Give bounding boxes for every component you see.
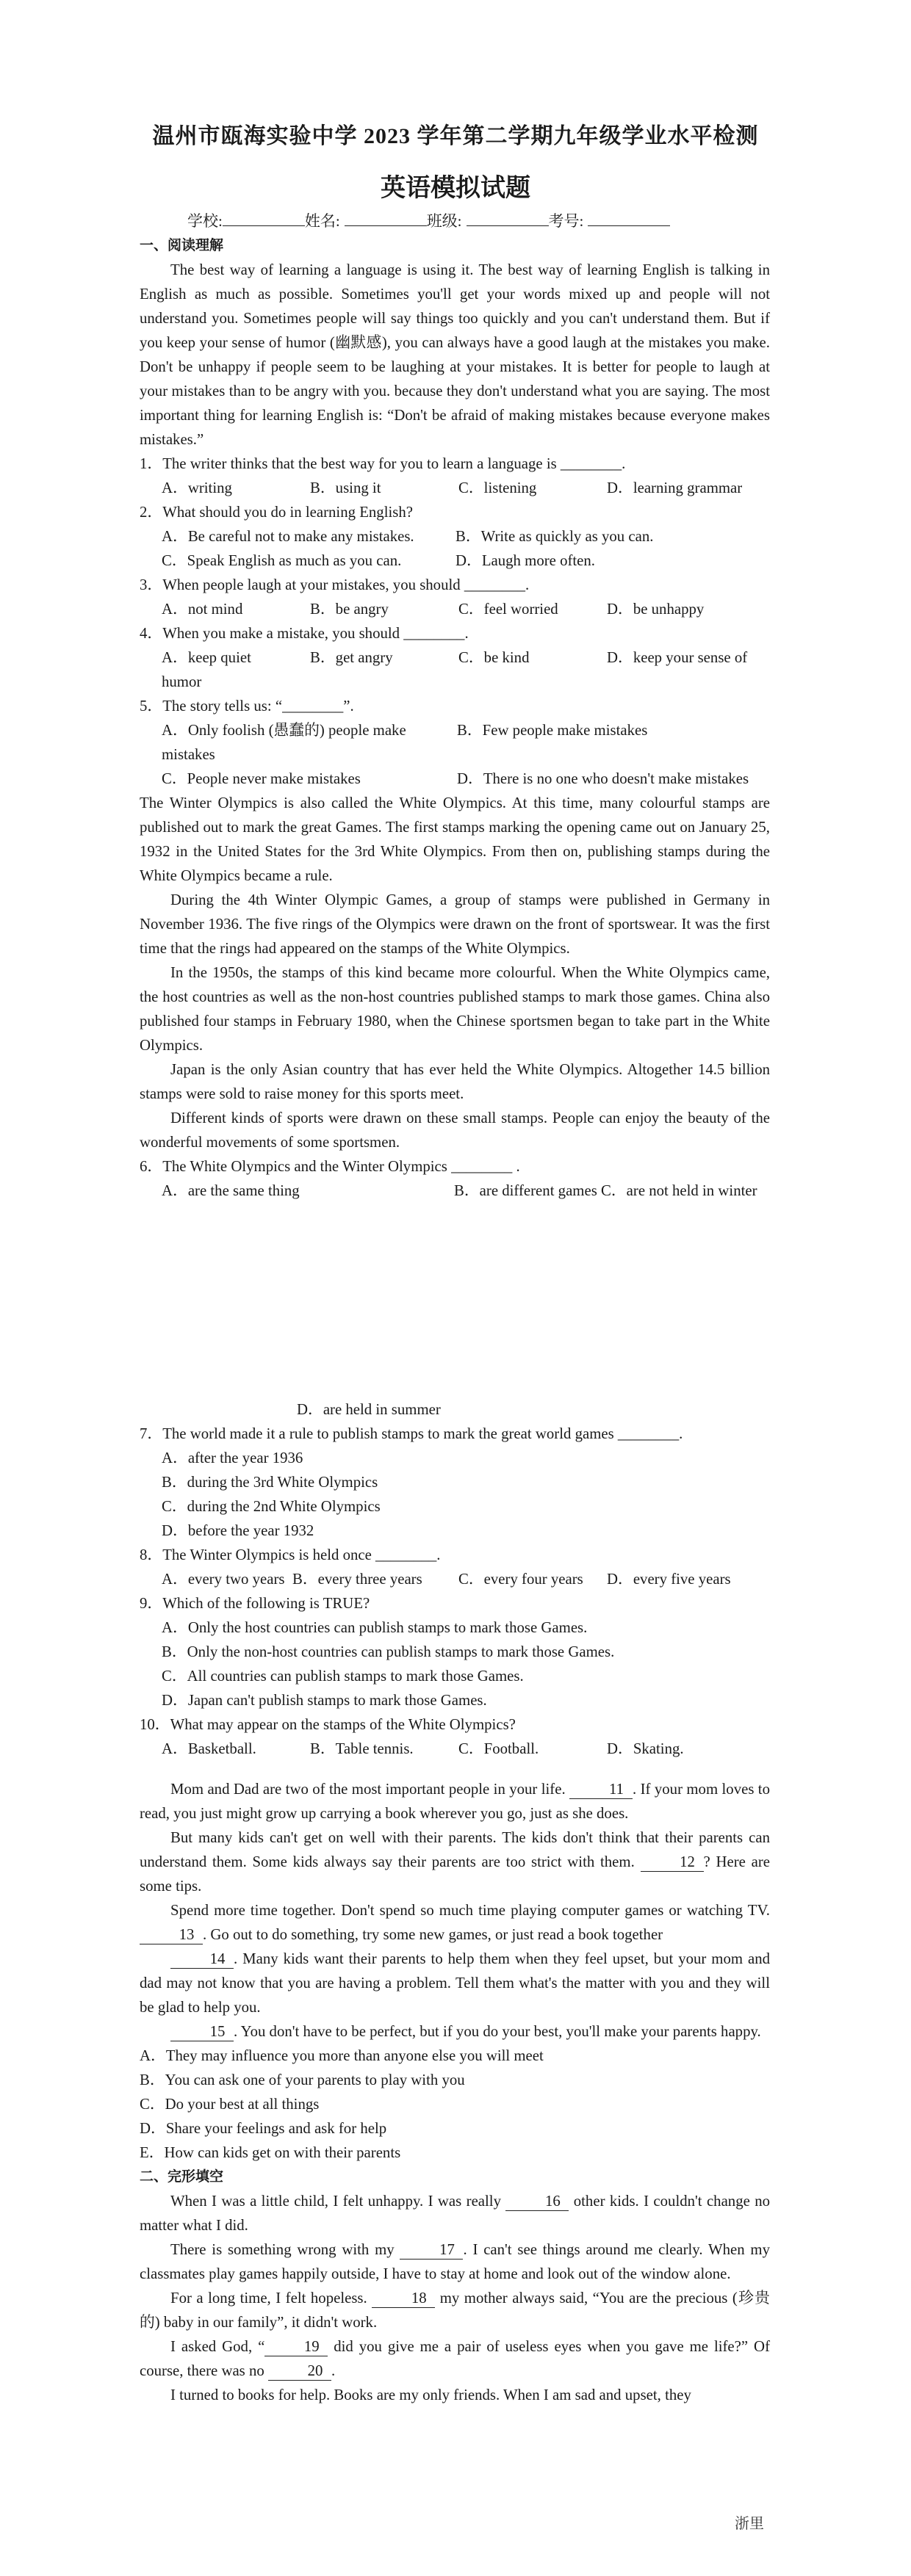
- option[interactable]: A．keep quiet: [162, 649, 251, 666]
- question-6-option-d: [140, 1397, 770, 1422]
- gap-13[interactable]: 13: [140, 1926, 203, 1944]
- option[interactable]: D．are held in summer: [297, 1401, 441, 1418]
- option[interactable]: A．Basketball.: [162, 1740, 256, 1757]
- option[interactable]: D．Skating.: [607, 1740, 684, 1757]
- option[interactable]: D．every five years: [607, 1571, 731, 1588]
- option[interactable]: A．every two years: [162, 1571, 285, 1588]
- question-5-options-row-2: [140, 767, 770, 791]
- option[interactable]: C．Speak English as much as you can.: [162, 552, 402, 569]
- section-heading-reading: 一、阅读理解: [140, 237, 224, 253]
- name-blank[interactable]: [345, 212, 427, 226]
- passage-b-paragraph: Japan is the only Asian country that has ever held the White Olympics. Altogether 14.5 billion stamps were sold to raise money for this sports meet.: [140, 1061, 770, 1102]
- option[interactable]: D．Laugh more often.: [455, 552, 596, 569]
- question-6-options-row-1: [140, 1179, 770, 1203]
- passage-b-paragraph: In the 1950s, the stamps of this kind became more colourful. When the White Olympics came, the host countries as well as the non-host countries published stamps to mark those games. China also published four stamps in February 1980, when the Chinese sportsmen began to take part in the White Olympics.: [140, 964, 770, 1054]
- option[interactable]: C．People never make mistakes: [162, 770, 361, 787]
- passage-a-paragraph: The best way of learning a language is using it. The best way of learning English is talking in English as much as possible. Sometimes you'll get your words mixed up and people will not understand you. Sometimes people will say things too quickly and you can't understand them. But if you keep your sense of humor (幽默感), you can always have a good laugh at the mistakes you make. Don't be unhappy if people seem to be laughing at your mistakes. It is better for people to laugh at your mistakes than to be angry with you. because they don't understand what you are saying. The most important thing for learning English is: “Don't be afraid of making mistakes because everyone makes mistakes.”: [140, 261, 770, 448]
- question-9-stem: 9．Which of the following is TRUE?: [140, 1595, 370, 1612]
- option[interactable]: C．feel worried: [458, 601, 558, 618]
- option[interactable]: B．during the 3rd White Olympics: [162, 1474, 378, 1491]
- option[interactable]: D．before the year 1932: [162, 1522, 314, 1539]
- passage-d-paragraph: There is something wrong with my 17 . I can't see things around me clearly. When my classmates play games happily outside, I have to stay at home and look out of the window alone.: [140, 2241, 770, 2282]
- name-label: 姓名:: [304, 212, 340, 230]
- choice[interactable]: E．How can kids get on with their parents: [140, 2144, 401, 2161]
- question-4-option-wrap: humor: [162, 673, 202, 690]
- question-3-stem: 3．When people laugh at your mistakes, you should ________.: [140, 576, 530, 593]
- school-label: 学校:: [187, 212, 223, 230]
- option[interactable]: D．There is no one who doesn't make mistakes: [457, 770, 749, 787]
- passage-d-paragraph: I turned to books for help. Books are my only friends. When I am sad and upset, they: [170, 2387, 691, 2403]
- page-footer: 浙里: [735, 2516, 764, 2532]
- choice[interactable]: D．Share your feelings and ask for help: [140, 2120, 387, 2137]
- passage-b-paragraph: Different kinds of sports were drawn on these small stamps. People can enjoy the beauty of the wonderful movements of some sportsmen.: [140, 1110, 770, 1151]
- question-1-options: [140, 476, 770, 500]
- passage-c-paragraph: 15 . You don't have to be perfect, but if you do your best, you'll make your parents happy.: [140, 2019, 770, 2044]
- question-1-stem: 1．The writer thinks that the best way for you to learn a language is ________.: [140, 455, 626, 472]
- question-4-options: [140, 645, 770, 670]
- question-4-stem: 4．When you make a mistake, you should ________.: [140, 625, 469, 642]
- question-6-stem: 6．The White Olympics and the Winter Olympics ________ .: [140, 1158, 520, 1175]
- option[interactable]: B．be angry: [310, 601, 389, 618]
- option[interactable]: B．Only the non-host countries can publish stamps to mark those Games.: [162, 1643, 615, 1660]
- option[interactable]: A．writing: [162, 480, 232, 496]
- gap-12[interactable]: 12: [641, 1853, 704, 1872]
- choice[interactable]: A．They may influence you more than anyone else you will meet: [140, 2047, 544, 2064]
- option[interactable]: D．be unhappy: [607, 601, 705, 618]
- option[interactable]: D．Japan can't publish stamps to mark those Games.: [162, 1692, 487, 1709]
- passage-d-paragraph: For a long time, I felt hopeless. 18 my mother always said, “You are the precious (珍贵的) baby in our family”, it didn't work.: [140, 2290, 770, 2331]
- option[interactable]: D．learning grammar: [607, 480, 743, 496]
- question-2-options-row-2: [140, 549, 770, 573]
- passage-d-paragraph: I asked God, “ 19 did you give me a pair of useless eyes when you gave me life?” Of course, there was no 20 .: [140, 2338, 770, 2379]
- option[interactable]: B．Few people make mistakes: [457, 722, 648, 739]
- option[interactable]: D．keep your sense of: [607, 649, 748, 666]
- option[interactable]: B．Table tennis.: [310, 1740, 414, 1757]
- choice[interactable]: B．You can ask one of your parents to play with you: [140, 2072, 465, 2088]
- class-label: 班级:: [426, 212, 462, 230]
- option[interactable]: B．get angry: [310, 649, 393, 666]
- option[interactable]: A．Only the host countries can publish stamps to mark those Games.: [162, 1619, 588, 1636]
- question-3-options: [140, 597, 770, 621]
- gap-19[interactable]: 19: [264, 2338, 328, 2356]
- question-10-stem: 10．What may appear on the stamps of the White Olympics?: [140, 1716, 516, 1733]
- reading-part-3: [140, 1777, 770, 2407]
- option[interactable]: C．Football.: [458, 1740, 539, 1757]
- gap-16[interactable]: 16: [505, 2193, 569, 2211]
- id-blank[interactable]: [588, 212, 670, 226]
- passage-b-paragraph: During the 4th Winter Olympic Games, a group of stamps were published in Germany in November 1936. The five rings of the Olympics were drawn on the front of sportswear. It was the first time that the rings had appeared on the stamps of the White Olympics.: [140, 891, 770, 957]
- question-8-stem: 8．The Winter Olympics is held once ________.: [140, 1546, 441, 1563]
- section-heading-cloze: 二、完形填空: [140, 2168, 224, 2185]
- question-5-options-row-1: [140, 718, 770, 767]
- option[interactable]: B．using it: [310, 480, 381, 496]
- school-blank[interactable]: [223, 212, 305, 226]
- option[interactable]: C．during the 2nd White Olympics: [162, 1498, 381, 1515]
- gap-15[interactable]: 15: [170, 2023, 234, 2041]
- exam-title: 温州市瓯海实验中学 2023 学年第二学期九年级学业水平检测: [152, 124, 759, 148]
- option[interactable]: A．Only foolish (愚蠢的) people make mistakes: [162, 722, 406, 763]
- option[interactable]: C．be kind: [458, 649, 530, 666]
- option[interactable]: A．Be careful not to make any mistakes.: [162, 528, 414, 545]
- passage-c-paragraph: 14 . Many kids want their parents to help them when they feel upset, but your mom and dad may not know that you are having a problem. Tell them what's the matter with you and they will be glad to help you.: [140, 1950, 770, 2016]
- id-label: 考号:: [548, 212, 584, 230]
- exam-subtitle: 英语模拟试题: [381, 175, 530, 202]
- reading-part-1: [140, 234, 770, 1203]
- gap-17[interactable]: 17: [400, 2241, 463, 2260]
- gap-11[interactable]: 11: [569, 1781, 633, 1799]
- student-info-line: [187, 209, 670, 231]
- question-10-options: [140, 1737, 770, 1761]
- question-7-stem: 7．The world made it a rule to publish stamps to mark the great world games ________.: [140, 1425, 683, 1442]
- passage-c-paragraph: Spend more time together. Don't spend so much time playing computer games or watching TV. 13 . Go out to do something, try some new games, or just read a book together: [140, 1898, 770, 1947]
- gap-14[interactable]: 14: [170, 1950, 234, 1969]
- option[interactable]: C．every four years: [458, 1571, 583, 1588]
- question-5-stem: 5．The story tells us: “________”.: [140, 698, 354, 714]
- reading-part-2: [140, 1397, 770, 1761]
- passage-b-paragraph: The Winter Olympics is also called the White Olympics. At this time, many colourful stamps are published out to mark the great Games. The first stamps marking the opening came out on January 25, 1932 in the United States for the 3rd White Olympics. From then on, publishing stamps during the White Olympics became a rule.: [140, 795, 770, 884]
- option[interactable]: B．Write as quickly as you can.: [455, 528, 654, 545]
- option[interactable]: B．are different games C．are not held in winter: [454, 1182, 757, 1199]
- option[interactable]: A．not mind: [162, 601, 243, 618]
- option[interactable]: A．after the year 1936: [162, 1450, 303, 1466]
- option[interactable]: C．All countries can publish stamps to mark those Games.: [162, 1668, 524, 1685]
- question-2-stem: 2．What should you do in learning English?: [140, 504, 413, 521]
- option[interactable]: C．listening: [458, 480, 537, 496]
- question-2-options-row-1: [140, 524, 770, 549]
- passage-c-paragraph: Mom and Dad are two of the most important people in your life. 11 . If your mom loves to read, you just might grow up carrying a book wherever you go, just as she does.: [140, 1781, 770, 1822]
- choice[interactable]: C．Do your best at all things: [140, 2096, 320, 2113]
- passage-c-paragraph: But many kids can't get on well with their parents. The kids don't think that their parents can understand them. Some kids always say their parents are too strict with them. 12 ? Here are some tips.: [140, 1829, 770, 1895]
- question-8-options: [140, 1567, 770, 1591]
- option[interactable]: A．are the same thing: [162, 1182, 300, 1199]
- class-blank[interactable]: [467, 212, 549, 226]
- passage-d-paragraph: When I was a little child, I felt unhappy. I was really 16 other kids. I couldn't change no matter what I did.: [140, 2193, 771, 2234]
- gap-18[interactable]: 18: [372, 2290, 435, 2308]
- gap-20[interactable]: 20: [268, 2362, 331, 2381]
- option[interactable]: B．every three years: [292, 1571, 422, 1588]
